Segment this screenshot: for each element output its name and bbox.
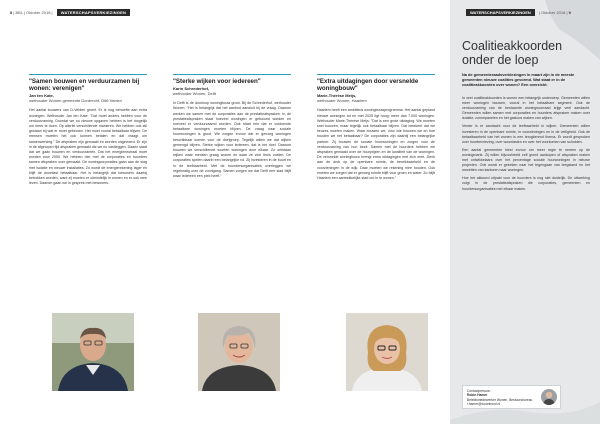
right-header bbox=[463, 9, 571, 16]
article-body: Het aantal bouwers van D-Velden groeit. Er is nog behoefte aan extra woningen. Wethouder Jan ten Kate: "Dat moet anders hebben voor de verduurzaming. Doordat we nu nieuwe opgaven hebben is het mogelijk om meer te doen. Op allerlei verschillende manieren. We hebben ook stil gestaan bij wat er moet gebeuren. Het moet vooral betaalbaar blijven. De mensen moeten het ook kunnen betalen en dat vraagt om samenwerking." De afspraken zijn gemaakt en worden uitgevoerd. Er zijn in de afgelopen tijd afspraken gemaakt die we nu vastleggen. Daarin staat dat we gaan bouwen en verduurzamen. Dat het energieneutraal moet worden voor 2050. We hebben hier met de corporaties en huurders samen afspraken over gemaakt. De woningcorporaties gaan aan de slag met isolatie en nieuwe installaties. Zo wordt de energierekening lager en blijft de woonlast betaalbaar. Het is belangrijk dat bewoners daarbij betrokken worden, want zij moeten er uiteindelijk in wonen en er ook mee leven. Daarom gaan we in gesprek met bewoners. bbox=[29, 108, 147, 186]
byline-role: wethouder Wonen, Delft bbox=[173, 91, 216, 97]
contact-box bbox=[462, 385, 561, 409]
pull-quote: "Samen bouwen en verduurzamen bij wonen: verenigen" bbox=[29, 78, 140, 93]
quote-rule bbox=[173, 74, 291, 75]
page-number-left: 8 bbox=[10, 10, 13, 15]
contact-text bbox=[467, 389, 532, 407]
portrait-photo-3 bbox=[346, 313, 428, 391]
portrait-photo-1 bbox=[52, 313, 134, 391]
page-title: Coalitieakkoorden onder de loep bbox=[462, 39, 563, 67]
section-label-right: WATERSCHAPSVERKIEZINGEN bbox=[466, 9, 535, 16]
byline-name: Jan ten Kate, bbox=[29, 93, 54, 99]
byline bbox=[29, 93, 147, 103]
contact-email[interactable]: r.hamer@woonbond.nl bbox=[467, 402, 501, 407]
byline-role: wethouder Wonen, Haarlem bbox=[317, 98, 367, 104]
pull-quote: "Extra uitdagingen door versnelde woningbouw" bbox=[317, 78, 419, 93]
right-article-body bbox=[462, 96, 590, 195]
portrait-photo-2 bbox=[198, 313, 280, 391]
quote-rule bbox=[29, 74, 147, 75]
byline bbox=[173, 86, 291, 96]
paragraph: Verder is er aandacht voor de leefbaarheid in wijken. Gemeenten willen investeren in de openbare ruimte, in voorzieningen en in de veiligheid. Ook de betaalbaarheid van het wonen is een terugkerend thema. Er wordt gesproken over huurbevriezing, over woonlasten en over het voorkomen van schulden. bbox=[462, 124, 590, 144]
interview-column-1 bbox=[29, 74, 147, 186]
interview-column-3 bbox=[317, 74, 435, 181]
article-body: Haarlem heeft een ambitieus woningbouwprogramma. Het aantal gepland nieuwe woningen tot en met 2025 ligt hoog: meer dan 7.000 woningen. Wethouder Marie-Thérèse Meijs: "Dat is een grote uitdaging. We moeten snel bouwen, maar tegelijk ook betaalbaar blijven. Dat betekent dat we keuzes moeten maken. Waar bouwen we, voor wie bouwen we en hoe houden we het betaalbaar? De corporaties zijn daarbij een belangrijke partner. Zij bouwen de sociale huurwoningen en zorgen voor de verduurzaming van hun bezit. Samen met de huurders hebben we afspraken gemaakt over de huurprijzen en de kwaliteit van de woningen. De versnelde woningbouw brengt extra uitdagingen met zich mee. Denk aan de druk op de openbare ruimte, de bereikbaarheid en de voorzieningen in de wijk. Daar moeten we rekening mee houden. Ook moeten we zorgen dat er genoeg ruimte blijft voor groen en water. Zo blijft Haarlem een aantrekkelijke stad om in te wonen." bbox=[317, 108, 435, 181]
byline bbox=[317, 93, 435, 103]
paragraph: Een aantal gemeenten kiest ervoor om meer regie te nemen op de woningmarkt. Zij willen bijvoorbeeld zelf grond aankopen of afspraken maken met ontwikkelaars over het percentage sociale huurwoningen in nieuwe projecten. Ook wordt er gekeken naar het tegengaan van leegstand en het omzetten van kantoren naar woningen. bbox=[462, 147, 590, 173]
contact-role: Beleidsmedewerker Wonen, Bestuursbureau bbox=[467, 397, 533, 402]
contact-name: Robin Hamer bbox=[467, 393, 488, 398]
quote-rule bbox=[317, 74, 435, 75]
intro-text: Na de gemeenteraadsverkiezingen in maart zijn in de meeste gemeenten nieuwe coalities gevormd. Wat staat er in de coalitieakkoorden over wonen? Een overzicht. bbox=[462, 72, 575, 88]
article-body: In Delft is de doorloop woningbouw groot. Bij de Schrederhof, wethouder Wonen: "Het is belangrijk dat het aanbod aansluit bij de vraag. Daarom werken we samen met de corporaties aan de prestatieafspraken. In de prestatieafspraken staat hoeveel woningen er gebouwd worden en hoeveel er verduurzaamd worden. Ook staat erin dat er voldoende betaalbare woningen moeten blijven. De vraag naar sociale huurwoningen is groot. We zorgen ervoor dat er genoeg woningen beschikbaar komen voor de doelgroep. Tegelijk willen we dat wijken gemengd blijven. Sterke wijken voor iedereen, dat is het doel. Daarom bouwen we verschillende soorten woningen door elkaar. Zo ontstaan wijken waar mensen graag wonen en waar ze zich thuis voelen. De corporaties spelen daarin een belangrijke rol. Zij investeren in de buurt en in de leefbaarheid. Met de huurdersorganisaties overleggen we regelmatig over de voortgang. Samen zorgen we dat Delft een stad blijft waar iedereen een plek heeft." bbox=[173, 101, 291, 179]
contact-avatar bbox=[541, 389, 557, 405]
interview-column-2 bbox=[173, 74, 291, 179]
page-number-right: 9 bbox=[568, 10, 571, 15]
pull-quote: "Sterke wijken voor iedereen" bbox=[173, 78, 261, 85]
issue-right: | Oktober 2018 | bbox=[538, 10, 568, 15]
paragraph: In veel coalitieakkoorden is wonen een belangrijk onderwerp. Gemeenten willen meer woningen bouwen, vooral in het betaalbare segment. Ook de verduurzaming van de bestaande woningvoorraad krijgt veel aandacht. Gemeenten willen samen met corporaties en huurders afspraken maken over isolatie, zonnepanelen en het gasloos maken van wijken. bbox=[462, 96, 590, 121]
paragraph: Hoe het akkoord uitpakt voor de huurders is nog niet duidelijk. De uitwerking volgt in de prestatieafspraken die corporaties, gemeenten en huurdersorganisaties met elkaar maken. bbox=[462, 176, 590, 191]
section-label-left: WATERSCHAPSVERKIEZINGEN bbox=[57, 9, 130, 16]
left-header bbox=[10, 9, 133, 16]
contact-label: Contactpersoon bbox=[467, 389, 491, 393]
byline-name: Karin Schrederhof, bbox=[173, 86, 210, 92]
byline-name: Marie-Thérèse Meijs, bbox=[317, 93, 357, 99]
issue-left: | BBL | Oktober 2018 | bbox=[13, 10, 53, 15]
byline-role: wethouder Wonen gemeente Dordrecht, D66 Velden bbox=[29, 98, 122, 104]
